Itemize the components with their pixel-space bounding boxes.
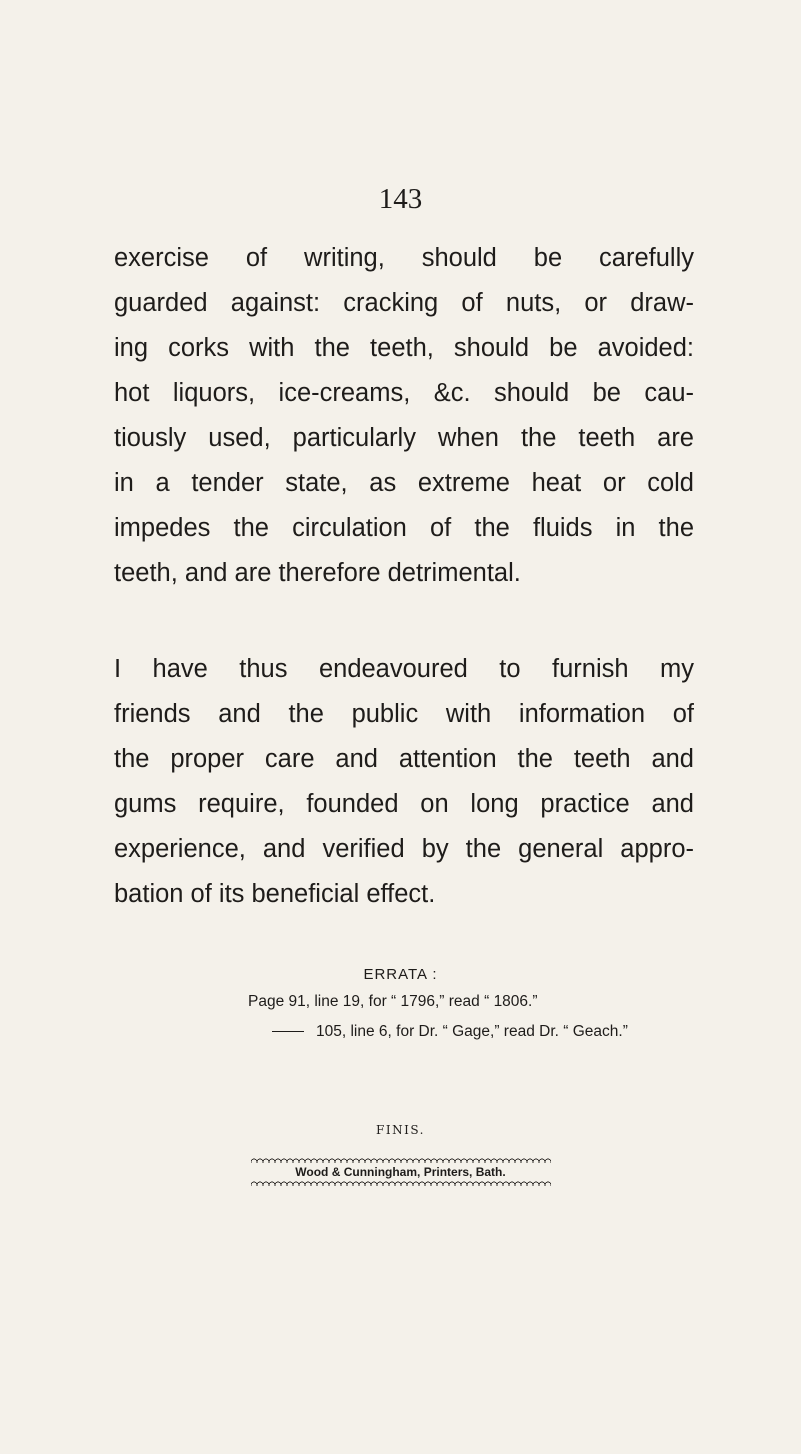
text-line: teeth, and are therefore detrimental. [114,559,521,587]
printer-imprint [0,1158,801,1186]
wavy-rule-bottom [251,1181,551,1186]
paragraph-1 [114,236,694,596]
errata-heading: ERRATA : [363,966,438,983]
text-line: friends and the public with information of [114,700,694,728]
paragraph-2 [114,647,694,917]
errata-entry [272,1023,628,1041]
ditto-dash [272,1031,304,1032]
text-line: ing corks with the teeth, should be avoided: [114,334,694,362]
finis-label: FINIS. [376,1123,425,1137]
errata-entry: Page 91, line 19, for “ 1796,” read “ 1806.” [248,993,538,1010]
text-line: tiously used, particularly when the teeth are [114,424,694,452]
text-line: guarded against: cracking of nuts, or draw- [114,289,694,317]
body-text [114,236,694,917]
text-line: bation of its beneficial effect. [114,880,436,908]
page-number: 143 [378,183,423,215]
text-line: impedes the circulation of the fluids in the [114,514,694,542]
text-line: hot liquors, ice-creams, &c. should be cau- [114,379,694,407]
errata-entry-text: 105, line 6, for Dr. “ Gage,” read Dr. “ Geach.” [316,1023,628,1040]
text-line: experience, and verified by the general appro- [114,835,694,863]
text-line: gums require, founded on long practice and [114,790,694,818]
text-line: in a tender state, as extreme heat or cold [114,469,694,497]
text-line: I have thus endeavoured to furnish my [114,655,694,683]
imprint-text: Wood & Cunningham, Printers, Bath. [295,1165,506,1179]
text-line: exercise of writing, should be carefully [114,244,694,272]
text-line: the proper care and attention the teeth and [114,745,694,773]
